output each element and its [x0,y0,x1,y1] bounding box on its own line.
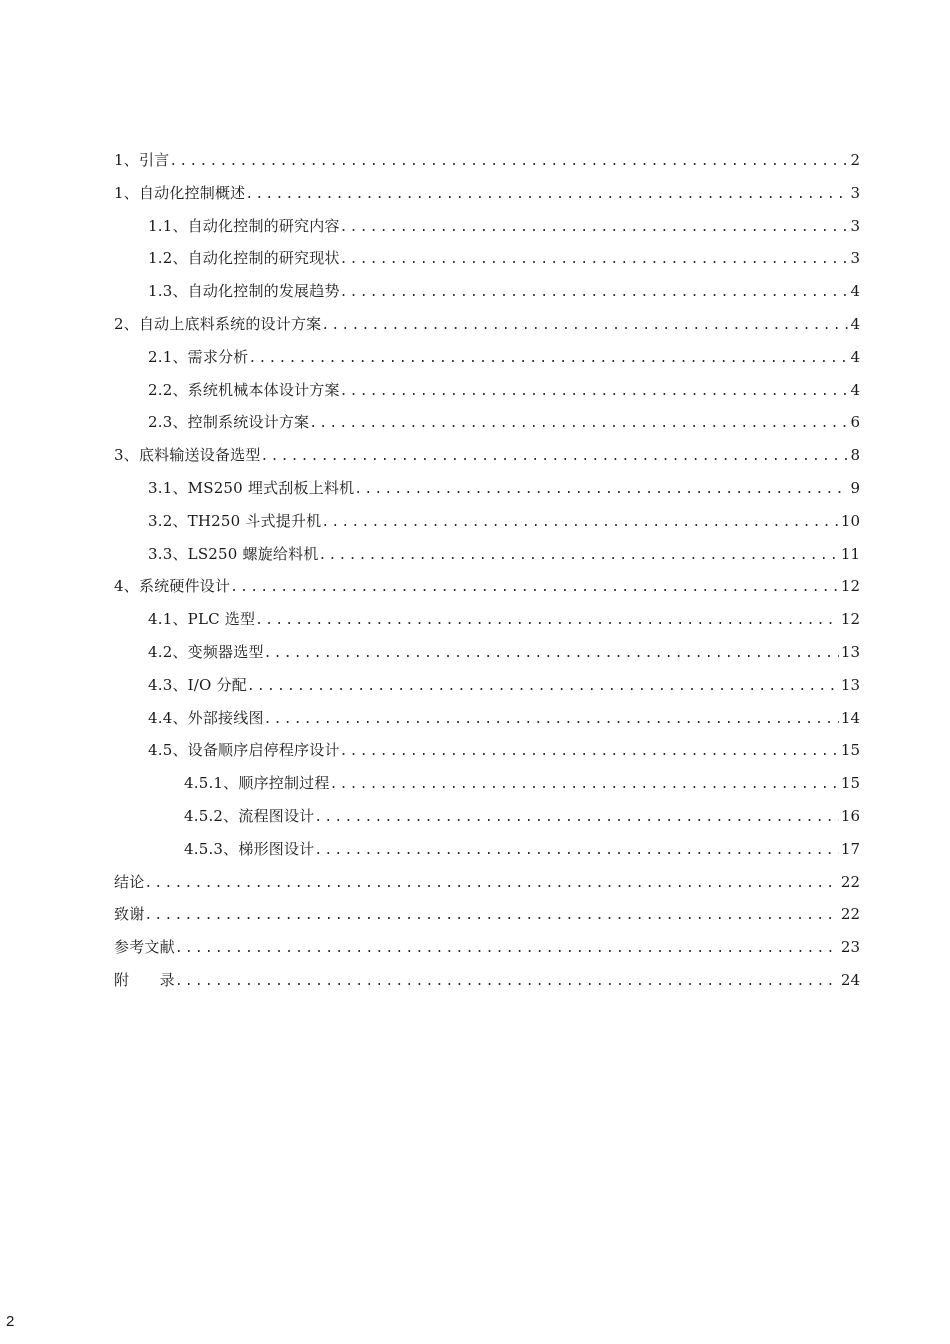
toc-entry-label: 2.1、需求分析 [148,347,249,366]
toc-entry-label: 结论 [114,872,145,891]
toc-entry-label: 4.5、设备顺序启停程序设计 [148,741,340,760]
toc-dot-leader [340,376,849,407]
toc-dot-leader [340,277,849,308]
toc-entry-label: 2.2、系统机械本体设计方案 [148,380,340,399]
toc-dot-leader [264,638,839,669]
toc-entry-page: 3 [850,183,860,202]
toc-entry-23[interactable] [114,898,860,931]
toc-entry-label: 4.5.1、顺序控制过程 [184,774,330,793]
toc-entry-5[interactable] [114,308,860,341]
toc-entry-page: 3 [850,249,860,268]
toc-dot-leader [264,704,839,735]
toc-entry-1[interactable] [114,177,860,210]
toc-entry-10[interactable] [114,472,860,505]
toc-dot-leader [175,966,839,997]
toc-entry-11[interactable] [114,505,860,538]
toc-entry-label: 1.2、自动化控制的研究现状 [148,249,340,268]
toc-entry-page: 15 [840,774,860,793]
toc-dot-leader [175,933,839,964]
toc-entry-page: 12 [840,577,860,596]
toc-dot-leader [321,310,848,341]
toc-entry-label: 2.3、控制系统设计方案 [148,413,310,432]
toc-entry-16[interactable] [114,669,860,702]
toc-dot-leader [354,474,848,505]
toc-entry-7[interactable] [114,374,860,407]
toc-dot-leader [319,540,839,571]
toc-entry-page: 14 [840,708,860,727]
toc-entry-6[interactable] [114,341,860,374]
toc-entry-22[interactable] [114,866,860,899]
toc-entry-page: 11 [840,544,860,563]
toc-entry-label: 3.3、LS250 螺旋给料机 [148,544,319,563]
toc-entry-label: 2、自动上底料系统的设计方案 [114,314,322,333]
toc-dot-leader [340,736,839,767]
toc-entry-14[interactable] [114,603,860,636]
table-of-contents [114,144,860,997]
toc-entry-page: 22 [840,872,860,891]
toc-entry-page: 8 [850,446,860,465]
toc-entry-15[interactable] [114,636,860,669]
toc-entry-page: 3 [850,216,860,235]
toc-entry-13[interactable] [114,570,860,603]
toc-entry-12[interactable] [114,538,860,571]
page-number: 2 [6,1313,15,1330]
toc-dot-leader [247,671,839,702]
toc-dot-leader [255,605,839,636]
toc-entry-label: 1.1、自动化控制的研究内容 [148,216,340,235]
toc-entry-24[interactable] [114,931,860,964]
toc-entry-page: 22 [840,905,860,924]
toc-entry-label: 1、自动化控制概述 [114,183,246,202]
toc-entry-17[interactable] [114,702,860,735]
toc-entry-label: 4.5.2、流程图设计 [184,806,315,825]
toc-entry-page: 6 [850,413,860,432]
toc-dot-leader [144,900,839,931]
toc-entry-page: 10 [840,511,860,530]
toc-entry-19[interactable] [114,767,860,800]
toc-entry-9[interactable] [114,439,860,472]
toc-dot-leader [144,868,839,899]
toc-dot-leader [314,835,839,866]
toc-entry-label: 4.2、变频器选型 [148,642,264,661]
toc-entry-18[interactable] [114,734,860,767]
toc-entry-page: 4 [850,282,860,301]
toc-entry-label: 致谢 [114,905,145,924]
toc-dot-leader [248,343,848,374]
toc-entry-0[interactable] [114,144,860,177]
toc-entry-label: 4.5.3、梯形图设计 [184,839,315,858]
toc-entry-page: 4 [850,380,860,399]
toc-dot-leader [340,244,849,275]
toc-entry-label: 1.3、自动化控制的发展趋势 [148,282,340,301]
toc-entry-page: 13 [840,642,860,661]
toc-dot-leader [230,572,839,603]
toc-entry-label: 4.3、I/O 分配 [148,675,247,694]
toc-entry-page: 2 [850,151,860,169]
toc-entry-4[interactable] [114,275,860,308]
toc-dot-leader [309,408,848,439]
toc-entry-page: 9 [850,478,860,497]
toc-dot-leader [330,769,839,800]
toc-dot-leader [261,441,849,472]
toc-entry-label: 3、底料输送设备选型 [114,446,261,465]
toc-dot-leader [314,802,839,833]
toc-entry-label: 3.1、MS250 埋式刮板上料机 [148,478,355,497]
toc-entry-page: 17 [840,839,860,858]
toc-entry-page: 15 [840,741,860,760]
toc-dot-leader [321,507,839,538]
toc-dot-leader [169,146,848,177]
toc-entry-8[interactable] [114,406,860,439]
toc-entry-2[interactable] [114,210,860,243]
toc-entry-label: 参考文献 [114,938,175,957]
toc-dot-leader [340,212,849,243]
toc-entry-21[interactable] [114,833,860,866]
toc-entry-label: 1、引言 [114,151,170,169]
toc-entry-page: 13 [840,675,860,694]
toc-entry-page: 24 [840,970,860,989]
toc-entry-label: 4、系统硬件设计 [114,577,231,596]
toc-entry-label: 附 录 [114,970,175,989]
toc-entry-label: 4.4、外部接线图 [148,708,264,727]
toc-entry-label: 4.1、PLC 选型 [148,610,256,629]
toc-entry-page: 16 [840,806,860,825]
toc-dot-leader [245,179,848,210]
toc-entry-page: 12 [840,610,860,629]
toc-entry-3[interactable] [114,242,860,275]
toc-entry-page: 4 [850,314,860,333]
toc-entry-page: 4 [850,347,860,366]
toc-entry-25[interactable] [114,964,860,997]
toc-entry-page: 23 [840,938,860,957]
toc-entry-label: 3.2、TH250 斗式提升机 [148,511,322,530]
toc-entry-20[interactable] [114,800,860,833]
